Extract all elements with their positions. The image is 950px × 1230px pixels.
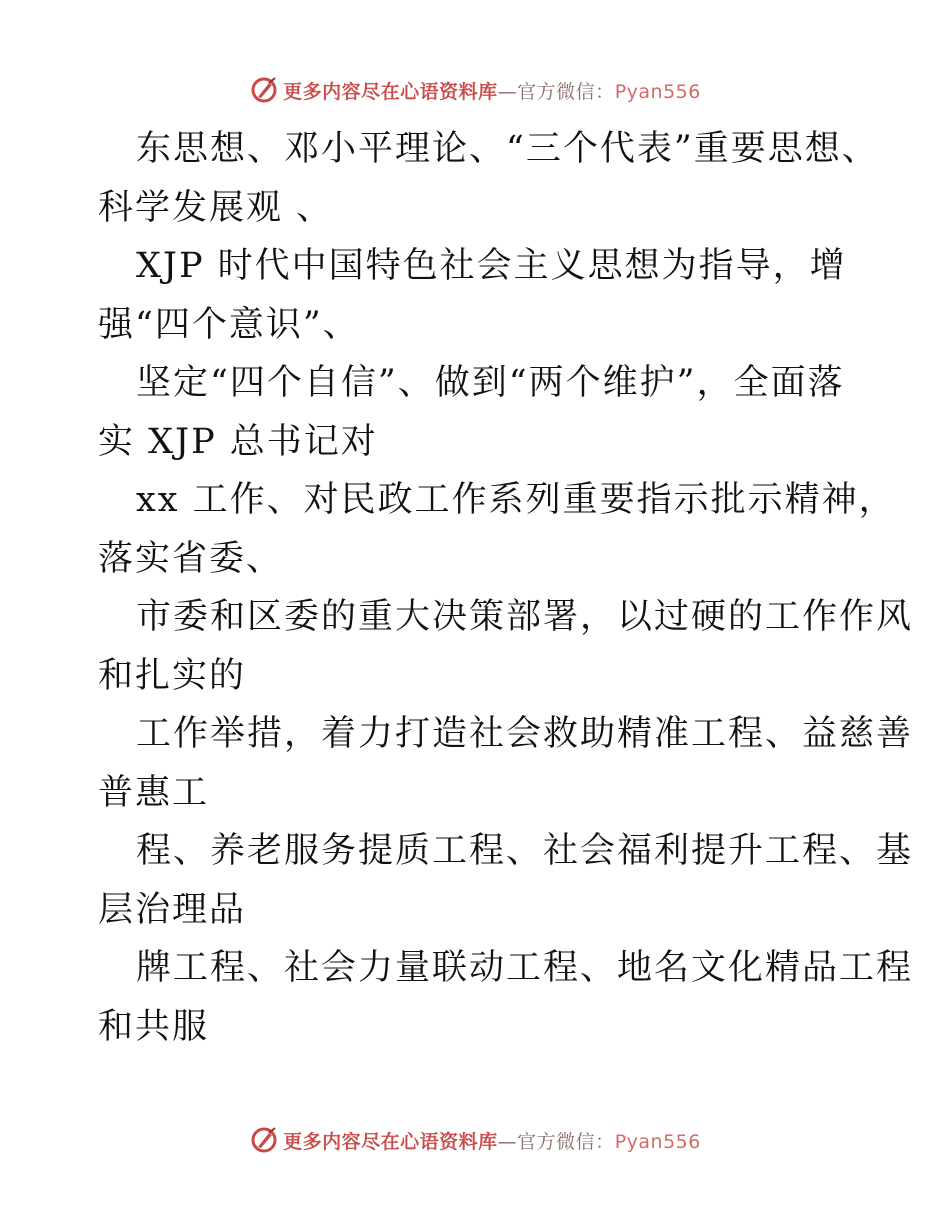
quill-pen-logo-icon [249,75,279,105]
text-line: 和扎实的 [98,655,247,696]
text-line: 牌工程、社会力量联动工程、地名文化精品工程 [136,948,914,988]
text-line: 强“四个意识”、 [98,304,360,345]
text-line: 和共服 [98,1006,210,1047]
text-line: 落实省委、 [98,538,284,579]
text-line: 市委和区委的重大决策部署，以过硬的工作作风 [136,597,914,637]
text-line: XJP 时代中国特色社会主义思想为指导，增 [136,246,847,286]
text-line: 科学发展观 、 [98,187,334,228]
text-line: xx 工作、对民政工作系列重要指示批示精神， [136,480,896,520]
text-line: 程、养老服务提质工程、社会福利提升工程、基 [136,831,914,871]
text-line: 东思想、邓小平理论、“三个代表”重要思想、 [136,129,879,169]
text-line: 工作举措，着力打造社会救助精准工程、益慈善 [136,714,914,754]
text-line: 坚定“四个自信”、做到“两个维护”，全面落 [136,363,845,403]
text-line: 普惠工 [98,772,210,813]
text-line: 层治理品 [98,889,247,930]
quill-pen-logo-icon [249,1125,279,1155]
header-banner [0,72,950,108]
footer-banner [0,1122,950,1158]
document-body [98,120,914,1056]
banner-text: 更多内容尽在心语资料库—官方微信：Pyan556 [283,1130,701,1153]
banner-text: 更多内容尽在心语资料库—官方微信：Pyan556 [283,80,701,103]
text-line: 实 XJP 总书记对 [98,421,378,462]
